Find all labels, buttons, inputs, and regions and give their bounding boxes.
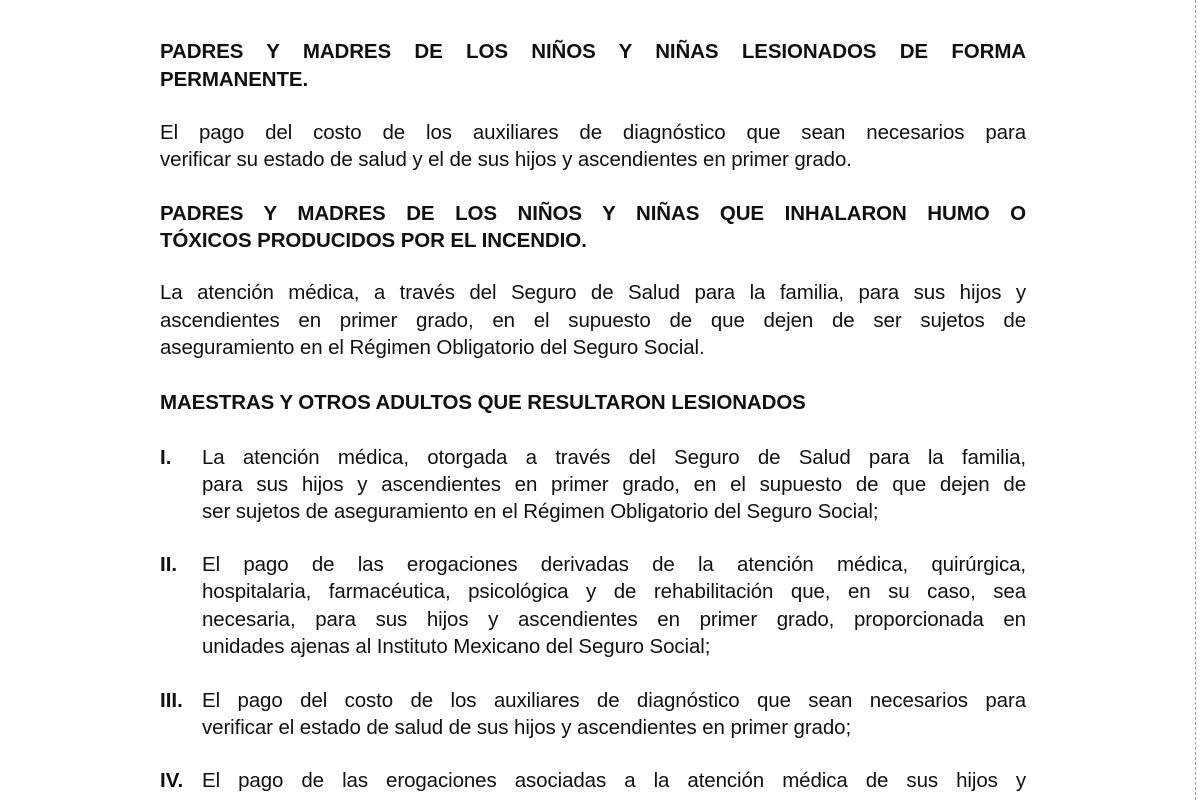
list-item-line: La atención médica, otorgada a través del Seguro de Salud para la familia,	[202, 446, 1026, 469]
paragraph-line: El pago del costo de los auxiliares de diagnóstico que sean necesarios para	[160, 121, 1026, 144]
list-item-line: ser sujetos de aseguramiento en el Régimen Obligatorio del Seguro Social;	[202, 500, 879, 523]
list-item-line: para sus hijos y ascendientes en primer grado, en el supuesto de que dejen de	[202, 473, 1026, 496]
list-item-line: El pago de las erogaciones asociadas a la atención médica de sus hijos y	[202, 769, 1026, 792]
list-item-line: verificar el estado de salud de sus hijos y ascendientes en primer grado;	[202, 716, 852, 739]
section-heading: PADRES Y MADRES DE LOS NIÑOS Y NIÑAS LESIONADOS DE FORMA	[160, 40, 1026, 63]
section-heading: TÓXICOS PRODUCIDOS POR EL INCENDIO.	[160, 229, 587, 252]
list-item-line: unidades ajenas al Instituto Mexicano del Seguro Social;	[202, 635, 711, 658]
paragraph-line: ascendientes en primer grado, en el supuesto de que dejen de ser sujetos de	[160, 309, 1026, 332]
list-number: I.	[160, 446, 172, 469]
list-item-line: El pago de las erogaciones derivadas de la atención médica, quirúrgica,	[202, 553, 1026, 576]
list-number: IV.	[160, 769, 184, 792]
paragraph-line: verificar su estado de salud y el de sus hijos y ascendientes en primer grado.	[160, 148, 852, 171]
list-item-line: El pago del costo de los auxiliares de diagnóstico que sean necesarios para	[202, 689, 1026, 712]
list-item-line: necesaria, para sus hijos y ascendientes en primer grado, proporcionada en	[202, 608, 1026, 631]
paragraph-line: La atención médica, a través del Seguro de Salud para la familia, para sus hijos y	[160, 281, 1026, 304]
list-item-line: hospitalaria, farmacéutica, psicológica y de rehabilitación que, en su caso, sea	[202, 580, 1026, 603]
section-heading: PADRES Y MADRES DE LOS NIÑOS Y NIÑAS QUE INHALARON HUMO O	[160, 202, 1026, 225]
section-heading: PERMANENTE.	[160, 68, 309, 91]
scan-edge	[1195, 0, 1196, 800]
section-heading: MAESTRAS Y OTROS ADULTOS QUE RESULTARON LESIONADOS	[160, 391, 806, 414]
list-number: II.	[160, 553, 178, 576]
paragraph-line: aseguramiento en el Régimen Obligatorio del Seguro Social.	[160, 336, 705, 359]
list-number: III.	[160, 689, 183, 712]
